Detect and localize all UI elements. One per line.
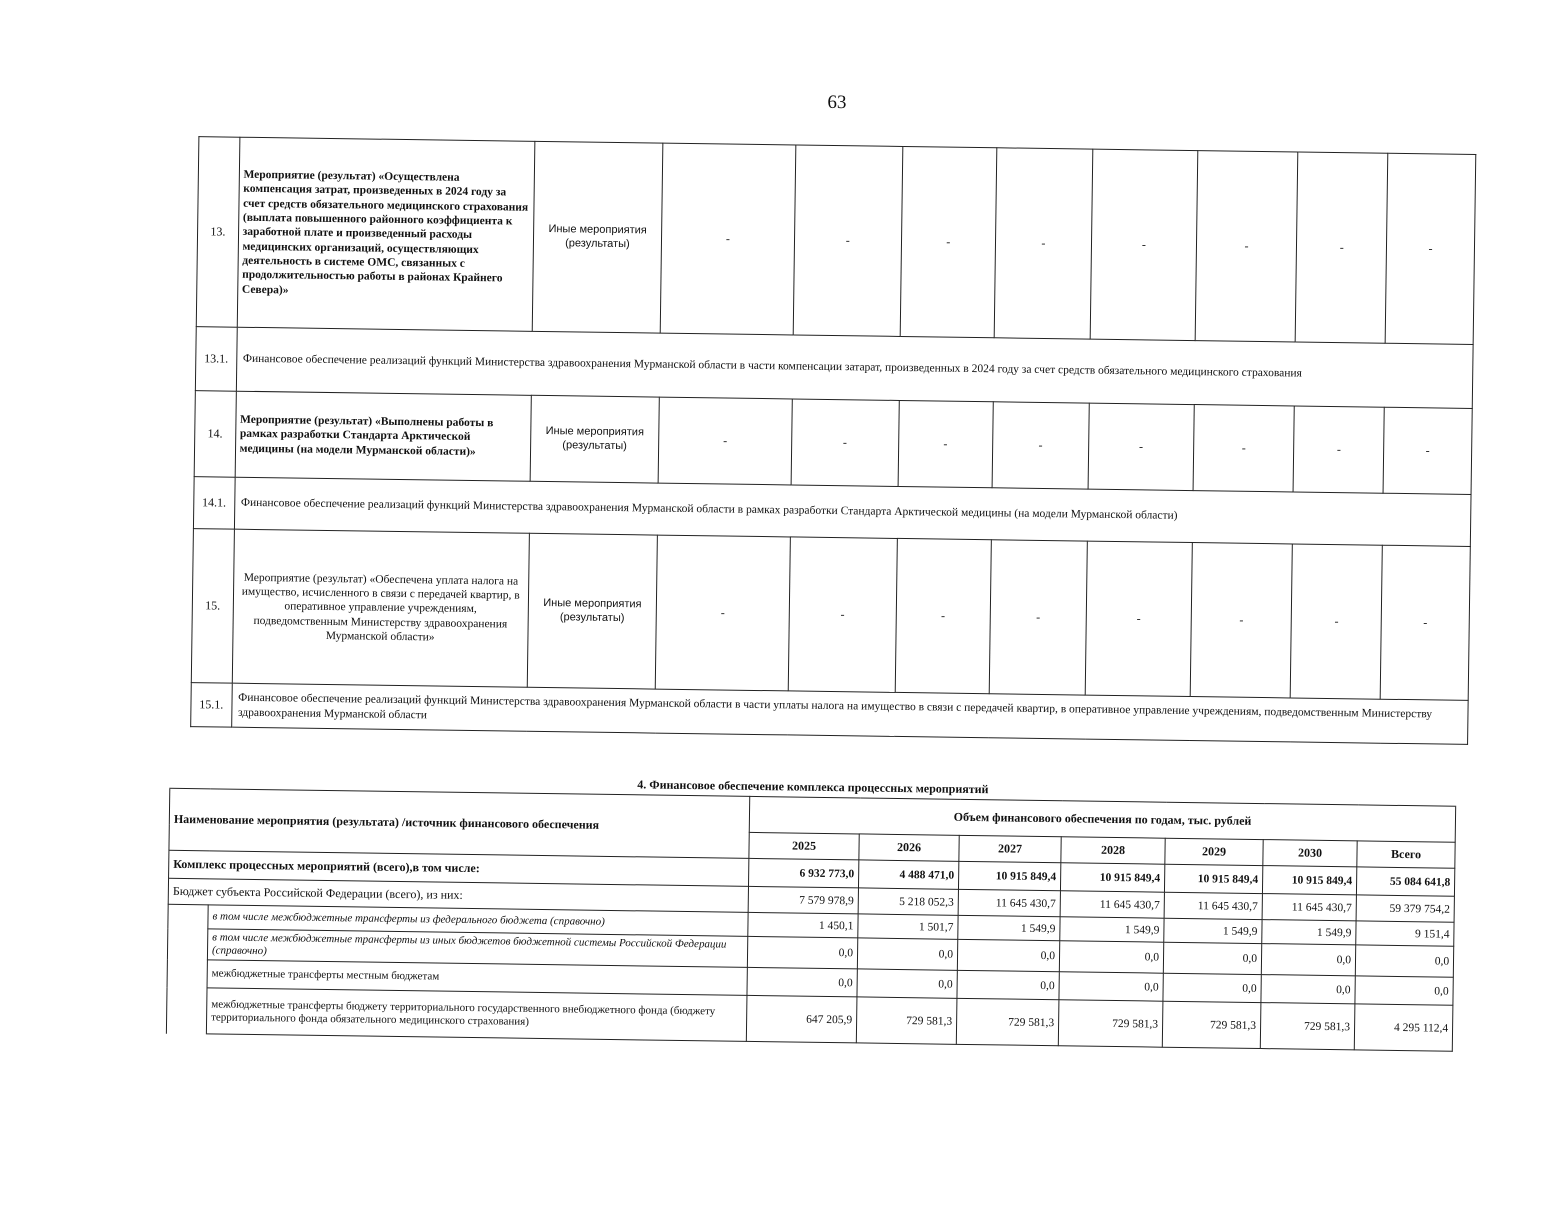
activity-name: Мероприятие (результат) «Выполнены работы в рамках разработки Стандарта Арктической медицины (на модели Мурманской области)» [235, 391, 531, 481]
cell-value: 729 581,3 [1162, 1002, 1261, 1049]
cell-value: 10 915 849,4 [958, 861, 1060, 890]
activity-value: - [1193, 405, 1295, 492]
cell-value: 4 488 471,0 [858, 860, 958, 889]
financing-table [166, 769, 1457, 1052]
cell-value: 0,0 [1355, 976, 1454, 1005]
cell-value: 1 549,9 [958, 915, 1060, 940]
activity-value: - [660, 143, 795, 335]
year-header: 2025 [749, 832, 859, 860]
activity-value: - [1296, 152, 1388, 343]
activity-number: 15. [191, 529, 234, 684]
activity-type: Иные мероприятия (результаты) [527, 533, 657, 689]
year-header: 2030 [1263, 840, 1357, 867]
financing-text: Финансовое обеспечение реализаций функций Министерства здравоохранения Мурманской области в рамках разработки Стандарта Арктической медицины (на модели Мурманской области) [234, 477, 1471, 546]
cell-value: 7 579 978,9 [748, 886, 858, 914]
activity-value: - [791, 399, 899, 486]
activity-value: - [788, 537, 897, 692]
activity-value: - [1385, 153, 1475, 344]
cell-value: 0,0 [957, 939, 1059, 972]
activity-value: - [900, 146, 997, 337]
activity-value: - [994, 148, 1093, 339]
year-header: 2028 [1061, 837, 1165, 864]
activity-number: 13. [196, 137, 239, 328]
activity-value: - [658, 397, 792, 485]
activity-row [191, 529, 1470, 701]
financing-text: Финансовое обеспечение реализаций функций Министерства здравоохранения Мурманской области в части компенсации затарат, произведенных в 2024 году за счет средств обязательного медицинского страхования [236, 327, 1473, 408]
section-title: 4. Финансовое обеспечение комплекса процессных мероприятий [170, 769, 1456, 806]
activity-value: - [992, 402, 1089, 489]
activities-table [190, 136, 1476, 745]
row-label: межбюджетные трансферты местным бюджетам [207, 960, 747, 996]
year-header: 2029 [1165, 838, 1263, 865]
financing-number: 15.1. [191, 683, 232, 728]
cell-value: 10 915 849,4 [1060, 863, 1164, 892]
cell-value: 1 450,1 [748, 912, 858, 938]
cell-value: 0,0 [857, 938, 957, 971]
cell-value: 0,0 [1261, 944, 1355, 977]
cell-value: 0,0 [957, 971, 1059, 1000]
cell-value: 0,0 [1163, 974, 1261, 1003]
activity-number: 14. [194, 391, 236, 478]
activity-value: - [1088, 403, 1194, 490]
cell-value: 729 581,3 [956, 999, 1059, 1046]
activity-value: - [655, 535, 790, 691]
cell-value: 1 549,9 [1164, 918, 1262, 943]
cell-value: 0,0 [747, 968, 857, 998]
cell-value: 1 549,9 [1060, 917, 1164, 942]
cell-value: 729 581,3 [856, 997, 957, 1044]
cell-value: 4 295 112,4 [1354, 1004, 1453, 1051]
cell-value: 55 084 641,8 [1356, 867, 1455, 896]
row-label: в том числе межбюджетные трансферты из иных бюджетов бюджетной системы Российской Федерации (справочно) [207, 929, 747, 968]
cell-value: 11 645 430,7 [958, 889, 1060, 916]
activity-type: Иные мероприятия (результаты) [532, 141, 663, 333]
activity-value: - [1383, 407, 1472, 494]
page-number: 63 [827, 91, 847, 114]
cell-value: 0,0 [1163, 942, 1261, 975]
row-label: Бюджет субъекта Российской Федерации (всего), из них: [168, 878, 748, 912]
activity-value: - [1085, 541, 1192, 696]
activity-value: - [1090, 149, 1197, 340]
year-header: Всего [1357, 841, 1455, 868]
activity-value: - [1293, 406, 1384, 493]
cell-value: 0,0 [1261, 975, 1355, 1004]
cell-value: 0,0 [1059, 941, 1163, 974]
cell-value: 59 379 754,2 [1356, 895, 1454, 922]
cell-value: 1 501,7 [858, 914, 958, 939]
year-header: 2026 [859, 834, 959, 861]
activity-row [196, 137, 1476, 345]
activity-name: Мероприятие (результат) «Обеспечена уплата налога на имущество, исчисленного в связи с передачей квартир, в оперативное управление учреждениям, подведомственным Министерству здравоохранения Мурманской области» [232, 529, 529, 687]
financing-text: Финансовое обеспечение реализаций функций Министерства здравоохранения Мурманской области в части уплаты налога на имущество в связи с передачей квартир, в оперативное управление учреждениям, подведомственным Министерству здравоохранения Мурманской области [231, 683, 1468, 744]
activity-value: - [898, 400, 993, 487]
cell-value: 729 581,3 [1260, 1003, 1355, 1050]
activity-value: - [793, 145, 903, 336]
cell-value: 11 645 430,7 [1164, 892, 1262, 919]
activity-type: Иные мероприятия (результаты) [530, 395, 660, 483]
cell-value: 10 915 849,4 [1262, 866, 1356, 895]
activity-value: - [1195, 151, 1298, 342]
cell-value: 0,0 [1355, 945, 1454, 978]
activity-value: - [1190, 543, 1293, 698]
cell-value: 647 205,9 [746, 996, 857, 1044]
cell-value: 11 645 430,7 [1262, 894, 1356, 921]
activity-value: - [895, 538, 991, 693]
cell-value: 729 581,3 [1058, 1000, 1163, 1047]
financing-number: 14.1. [193, 477, 234, 530]
year-header: 2027 [959, 835, 1061, 862]
cell-value: 6 932 773,0 [748, 858, 858, 888]
row-label: межбюджетные трансферты бюджету территориального государственного внебюджетного фонда (бюджету территориального фонда обязательного медицинского страхования) [206, 988, 747, 1042]
column-header-volume: Объем финансового обеспечения по годам, тыс. рублей [749, 796, 1456, 842]
cell-value: 11 645 430,7 [1060, 891, 1164, 918]
cell-value: 0,0 [857, 969, 957, 998]
row-label: Комплекс процессных мероприятий (всего),в том числе: [169, 850, 749, 886]
financing-number: 13.1. [195, 327, 237, 392]
cell-value: 1 549,9 [1262, 920, 1356, 945]
cell-value: 5 218 052,3 [858, 888, 958, 915]
cell-value: 0,0 [747, 936, 857, 969]
row-label: в том числе межбюджетные трансферты из федерального бюджета (справочно) [208, 905, 748, 937]
indent-cell [166, 904, 208, 1034]
cell-value: 0,0 [1059, 972, 1163, 1001]
activity-value: - [989, 540, 1087, 695]
column-header-name: Наименование мероприятия (результата) /источник финансового обеспечения [169, 788, 750, 858]
activity-name: Мероприятие (результат) «Осуществлена компенсация затрат, произведенных в 2024 году за счет средств обязательного медицинского страхования (выплата повышенного районного коэффициента к заработной плате и произведенный расходы медицинских организаций, осуществляющих деятельность в системе ОМС, связанных с продолжительностью работы в районах Крайнего Севера)» [237, 137, 535, 331]
cell-value: 9 151,4 [1356, 921, 1454, 946]
cell-value: 10 915 849,4 [1164, 864, 1262, 893]
activity-value: - [1380, 545, 1470, 700]
activity-value: - [1291, 544, 1383, 699]
